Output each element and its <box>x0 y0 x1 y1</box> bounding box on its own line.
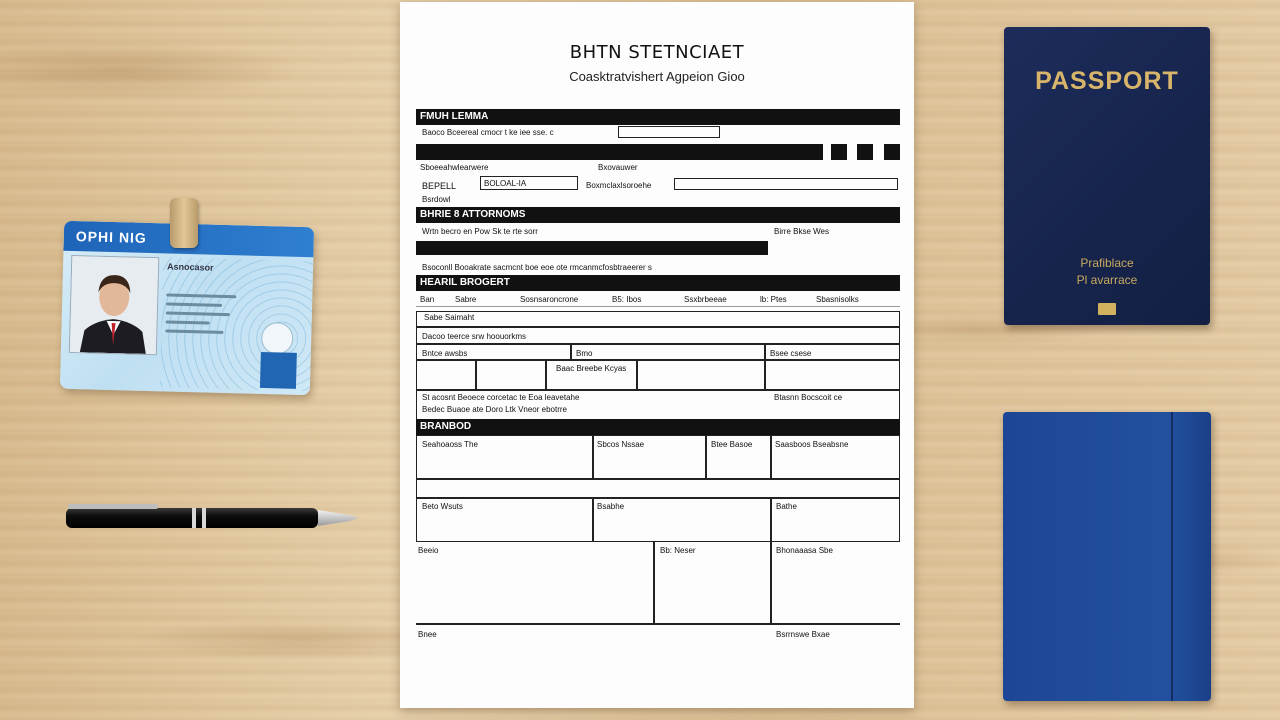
application-form-document <box>400 2 914 708</box>
divider <box>545 359 547 389</box>
id-card-code-block <box>260 352 297 389</box>
form-row-text: Bxovauwer <box>598 163 638 172</box>
form-row-text: Bb: Neser <box>660 546 696 555</box>
form-row-text: Sbasnisolks <box>816 295 859 304</box>
form-row-text: Bsoconll Booakrate sacmcnt boe eoe ote rmcanmcfosbtraeerer s <box>422 263 652 272</box>
form-row-text: Wrtn becro en Pow Sk te rte sorr <box>422 227 538 236</box>
form-row-text: Seahoaoss The <box>422 440 478 449</box>
divider <box>705 435 707 479</box>
form-row-text: Bsrdowl <box>422 195 451 204</box>
form-row-text: Dacoo teerce srw hoouorkms <box>422 332 527 341</box>
form-row-text: Baoco Bceereal cmocr t ke iee sse. c <box>422 128 554 137</box>
form-row-text: Sabe Saimaht <box>424 313 475 322</box>
redacted-bar <box>416 241 768 255</box>
form-row-text: BOLOAL-IA <box>484 179 527 188</box>
form-row-text: Bedec Buaoe ate Doro Ltk Vneor ebotrre <box>422 405 567 414</box>
divider <box>592 497 594 542</box>
form-row-text: B5: Ibos <box>612 295 642 304</box>
form-row-text: Ban <box>420 295 435 304</box>
form-row-text: Bsee csese <box>770 349 812 358</box>
form-row-text: Bnee <box>418 630 437 639</box>
divider <box>770 542 772 624</box>
form-row-text: Boxmclaxlsoroehe <box>586 181 652 190</box>
divider <box>636 359 638 389</box>
form-row-text: lb: Ptes <box>760 295 787 304</box>
person-portrait-icon <box>70 256 158 354</box>
form-row-text: Bmo <box>576 349 593 358</box>
form-row-text: Beeio <box>418 546 439 555</box>
form-subtitle: Coasktratvishert Agpeion Gioo <box>569 69 745 84</box>
passport-subtitle: Pl avarrace <box>1076 273 1138 287</box>
checkbox-filled <box>857 144 873 160</box>
divider <box>416 478 900 480</box>
badge-clip <box>170 198 198 248</box>
form-row-text: Sboeeahwlearwere <box>420 163 489 172</box>
form-row-text: Bsrrnswe Bxae <box>776 630 830 639</box>
section-header: BRANBOD <box>416 419 900 435</box>
form-row-text: Birre Bkse Wes <box>774 227 829 236</box>
divider <box>653 542 655 624</box>
passport-title: PASSPORT <box>1035 67 1179 95</box>
form-row-text: Bhonaaasa Sbe <box>776 546 833 555</box>
form-row-text: Sabre <box>455 295 477 304</box>
form-row-text: BEPELL <box>422 181 457 191</box>
form-row-text: Sosnsaroncrone <box>520 295 579 304</box>
divider <box>764 343 766 389</box>
checkbox-filled <box>884 144 900 160</box>
id-card-photo <box>69 255 160 355</box>
form-row-text: Bntce awsbs <box>422 349 468 358</box>
passport-spine <box>1171 412 1173 701</box>
checkbox-filled <box>831 144 847 160</box>
form-row-text: Beto Wsuts <box>422 502 463 511</box>
passport-subtitle: Prafiblace <box>1080 256 1134 270</box>
form-row-text: Ssxbrbeeae <box>684 295 727 304</box>
divider <box>770 497 772 542</box>
form-title: BHTN STETNCIAET <box>569 42 745 63</box>
divider <box>592 435 594 479</box>
section-header: HEARIL BROGERT <box>416 275 900 291</box>
redacted-bar <box>416 144 823 160</box>
form-row-text: Btasnn Bocscoit ce <box>774 393 843 402</box>
id-card-detail-lines <box>165 287 256 340</box>
divider <box>416 623 900 625</box>
divider <box>416 343 900 345</box>
pen <box>64 502 364 532</box>
form-row-text: Sbcos Nssae <box>597 440 645 449</box>
passport-back <box>1003 412 1211 701</box>
section-header: BHRIE 8 ATTORNOMS <box>416 207 900 223</box>
form-field <box>618 126 720 138</box>
form-field <box>674 178 898 190</box>
divider <box>416 326 900 328</box>
id-card-org-text: OPHI NIG <box>75 228 148 246</box>
passport-chip-icon <box>1098 303 1116 315</box>
form-table <box>416 435 900 542</box>
divider <box>770 435 772 479</box>
form-row-text: Saasboos Bseabsne <box>775 440 849 449</box>
id-card-name: Asnocasor <box>166 261 214 273</box>
form-row-text: Bsabhe <box>597 502 625 511</box>
divider <box>416 306 900 307</box>
divider <box>416 359 900 361</box>
form-row-text: Baac Breebe Kcyas <box>556 364 627 373</box>
passport-closed <box>1004 27 1210 325</box>
section-header: FMUH LEMMA <box>416 109 900 125</box>
divider <box>570 343 572 360</box>
form-row-text: St acosnt Beoece corcetac te Eoa leavetahe <box>422 393 580 402</box>
divider <box>416 389 900 391</box>
divider <box>416 497 900 499</box>
form-row-text: Bathe <box>776 502 797 511</box>
form-row-text: Btee Basoe <box>711 440 753 449</box>
divider <box>475 359 477 389</box>
